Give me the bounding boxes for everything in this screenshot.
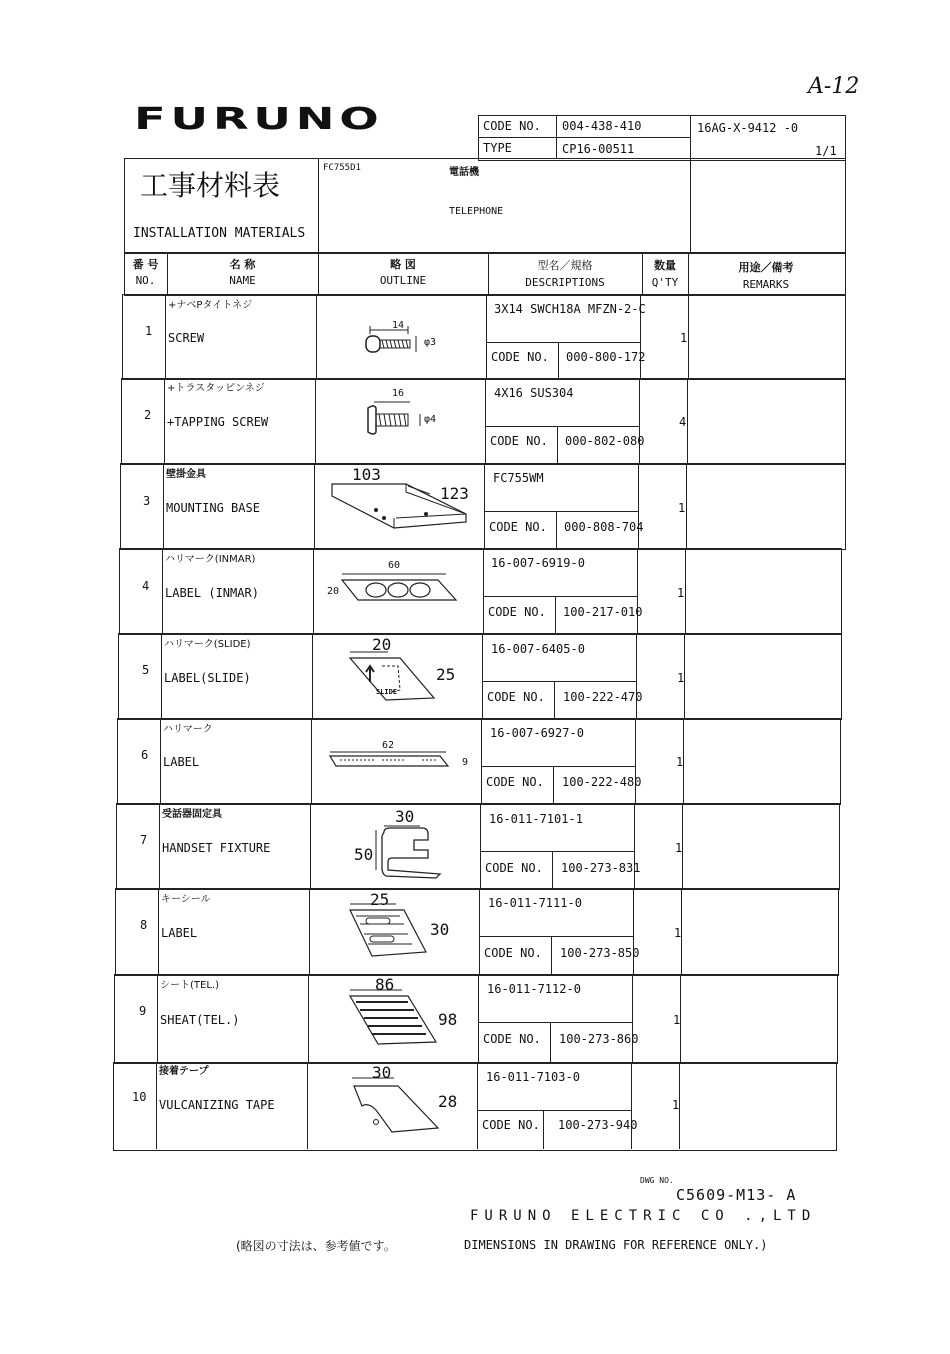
- item-name-jp: 受話器固定具: [162, 809, 222, 820]
- note-en: DIMENSIONS IN DRAWING FOR REFERENCE ONLY.): [464, 1238, 768, 1252]
- dimension-label: 20: [372, 635, 392, 654]
- item-description: 4X16 SUS304: [494, 386, 574, 400]
- screw-drawing: [360, 322, 450, 358]
- code-no-value: 004-438-410: [562, 119, 642, 133]
- item-name-en: SHEAT(TEL.): [160, 1013, 240, 1027]
- code-label: CODE NO.: [488, 605, 546, 619]
- dimension-label: 20: [327, 586, 340, 597]
- item-description: 16-007-6927-0: [490, 726, 584, 740]
- type-label: TYPE: [483, 141, 512, 155]
- item-quantity: 1: [674, 926, 682, 940]
- row-number: 3: [143, 494, 151, 508]
- item-name-en: LABEL: [161, 926, 198, 940]
- item-code: 100-273-940: [558, 1118, 638, 1132]
- header-remarks-en: REMARKS: [742, 278, 790, 291]
- vulcanizing-tape-drawing: [346, 1076, 442, 1138]
- dimension-label: 16: [392, 388, 405, 399]
- label-strip-drawing: [326, 750, 456, 774]
- item-name-en: SCREW: [168, 331, 205, 345]
- title-en: INSTALLATION MATERIALS: [133, 226, 306, 241]
- dimension-label: 60: [388, 560, 401, 571]
- item-code: 100-273-831: [561, 861, 641, 875]
- item-description: 16-007-6405-0: [491, 642, 585, 656]
- item-name-jp: キーシール: [161, 894, 211, 905]
- header-desc-jp: 型名／規格: [537, 259, 593, 272]
- header-remarks-jp: 用途／備考: [738, 261, 794, 274]
- code-label: CODE NO.: [489, 520, 547, 534]
- dimension-label: 14: [392, 320, 405, 331]
- code-label: CODE NO.: [490, 434, 548, 448]
- item-name-jp: ハリマーク: [163, 724, 213, 735]
- item-description: 16-011-7112-0: [487, 982, 581, 996]
- item-name-en: VULCANIZING TAPE: [159, 1098, 275, 1112]
- item-code: 100-222-470: [563, 690, 643, 704]
- item-code: 100-273-850: [560, 946, 640, 960]
- item-name-en: HANDSET FIXTURE: [162, 841, 271, 855]
- item-name-jp: シート(TEL.): [160, 980, 219, 991]
- model-number: FC755D1: [323, 163, 361, 173]
- item-quantity: 1: [676, 755, 684, 769]
- header-name-jp: 名 称: [229, 258, 256, 271]
- item-quantity: 1: [677, 671, 685, 685]
- code-label: CODE NO.: [491, 350, 549, 364]
- code-label: CODE NO.: [486, 775, 544, 789]
- code-label: CODE NO.: [484, 946, 542, 960]
- title-jp: 工事材料表: [140, 169, 281, 202]
- item-quantity: 1: [675, 841, 683, 855]
- item-name-en: LABEL(SLIDE): [164, 671, 251, 685]
- row-number: 7: [140, 833, 148, 847]
- code-label: CODE NO.: [487, 690, 545, 704]
- furuno-logo: FURUNO: [134, 102, 384, 137]
- item-name-jp: +トラスタッピンネジ: [167, 383, 265, 394]
- slide-text: SLIDE: [376, 688, 398, 696]
- header-no-jp: 番 号: [132, 258, 159, 271]
- sheet-number: 1/1: [815, 144, 837, 158]
- row-number: 1: [145, 324, 153, 338]
- item-name-en: LABEL: [163, 755, 200, 769]
- mounting-base-drawing: [326, 474, 476, 534]
- item-name-jp: 壁掛金具: [166, 469, 206, 480]
- label-inmar-drawing: [338, 570, 462, 606]
- dwg-label: DWG NO.: [640, 1176, 674, 1185]
- header-qty-jp: 数量: [654, 259, 676, 272]
- dimension-label: 25: [370, 890, 390, 909]
- header-outline-en: OUTLINE: [379, 274, 427, 287]
- header-outline-jp: 略 図: [390, 258, 416, 271]
- dimension-label: 30: [430, 920, 450, 939]
- item-code: 100-217-010: [563, 605, 643, 619]
- dimension-label: 98: [438, 1010, 458, 1029]
- item-quantity: 4: [679, 415, 687, 429]
- product-en: TELEPHONE: [449, 206, 504, 217]
- page-mark: A-12: [808, 74, 860, 99]
- item-description: 16-007-6919-0: [491, 556, 585, 570]
- code-no-label: CODE NO.: [483, 119, 541, 133]
- handset-fixture-drawing: [370, 822, 450, 882]
- code-label: CODE NO.: [483, 1032, 541, 1046]
- item-name-jp: ハリマーク(SLIDE): [164, 639, 251, 650]
- item-name-jp: +ナベPタイトネジ: [168, 300, 253, 311]
- dimension-label: 28: [438, 1092, 458, 1111]
- note-jp: (略図の寸法は、参考値です。: [236, 1239, 396, 1253]
- item-description: 16-011-7111-0: [488, 896, 582, 910]
- key-seal-drawing: [346, 902, 436, 964]
- ref-code: 16AG-X-9412 -0: [697, 121, 799, 135]
- item-code: 100-222-480: [562, 775, 642, 789]
- item-quantity: 1: [680, 331, 688, 345]
- dimension-label: 123: [440, 484, 469, 503]
- item-quantity: 1: [673, 1013, 681, 1027]
- item-name-jp: ハリマーク(INMAR): [165, 554, 256, 565]
- item-description: FC755WM: [493, 471, 544, 485]
- code-label: CODE NO.: [482, 1118, 540, 1132]
- dimension-label: φ3: [424, 337, 437, 348]
- dimension-label: 30: [395, 807, 415, 826]
- item-quantity: 1: [678, 501, 686, 515]
- dimension-label: 86: [375, 975, 395, 994]
- row-number: 8: [140, 918, 148, 932]
- row-number: 9: [139, 1004, 147, 1018]
- row-number: 10: [132, 1090, 147, 1104]
- row-number: 2: [144, 408, 152, 422]
- product-jp: 電話機: [449, 167, 479, 178]
- item-code: 000-800-172: [566, 350, 646, 364]
- dimension-label: 103: [352, 465, 381, 484]
- item-code: 000-808-704: [564, 520, 644, 534]
- dimension-label: 50: [354, 845, 374, 864]
- item-description: 16-011-7101-1: [489, 812, 583, 826]
- company-name: FURUNO ELECTRIC CO .,LTD: [470, 1208, 817, 1224]
- dimension-label: φ4: [424, 414, 437, 425]
- dimension-label: 25: [436, 665, 456, 684]
- type-value: CP16-00511: [562, 142, 635, 156]
- item-code: 000-802-080: [565, 434, 645, 448]
- drawing-number: C5609-M13- A: [676, 1186, 797, 1204]
- item-quantity: 1: [672, 1098, 680, 1112]
- row-number: 5: [142, 663, 150, 677]
- item-name-en: MOUNTING BASE: [166, 501, 260, 515]
- item-quantity: 1: [677, 586, 685, 600]
- dimension-label: 9: [462, 757, 469, 768]
- item-description: 3X14 SWCH18A MFZN-2-C: [494, 302, 646, 316]
- item-name-jp: 接着テープ: [159, 1066, 209, 1077]
- sheet-tel-drawing: [346, 988, 442, 1050]
- item-code: 100-273-860: [559, 1032, 639, 1046]
- item-name-en: LABEL (INMAR): [165, 586, 259, 600]
- item-name-en: +TAPPING SCREW: [167, 415, 269, 429]
- dimension-label: 62: [382, 740, 395, 751]
- header-no-en: NO.: [135, 274, 156, 287]
- code-label: CODE NO.: [485, 861, 543, 875]
- header-name-en: NAME: [229, 274, 256, 287]
- item-description: 16-011-7103-0: [486, 1070, 580, 1084]
- header-desc-en: DESCRIPTIONS: [525, 276, 605, 289]
- row-number: 4: [142, 579, 150, 593]
- header-qty-en: Q'TY: [651, 276, 679, 289]
- row-number: 6: [141, 748, 149, 762]
- dimension-label: 30: [372, 1063, 392, 1082]
